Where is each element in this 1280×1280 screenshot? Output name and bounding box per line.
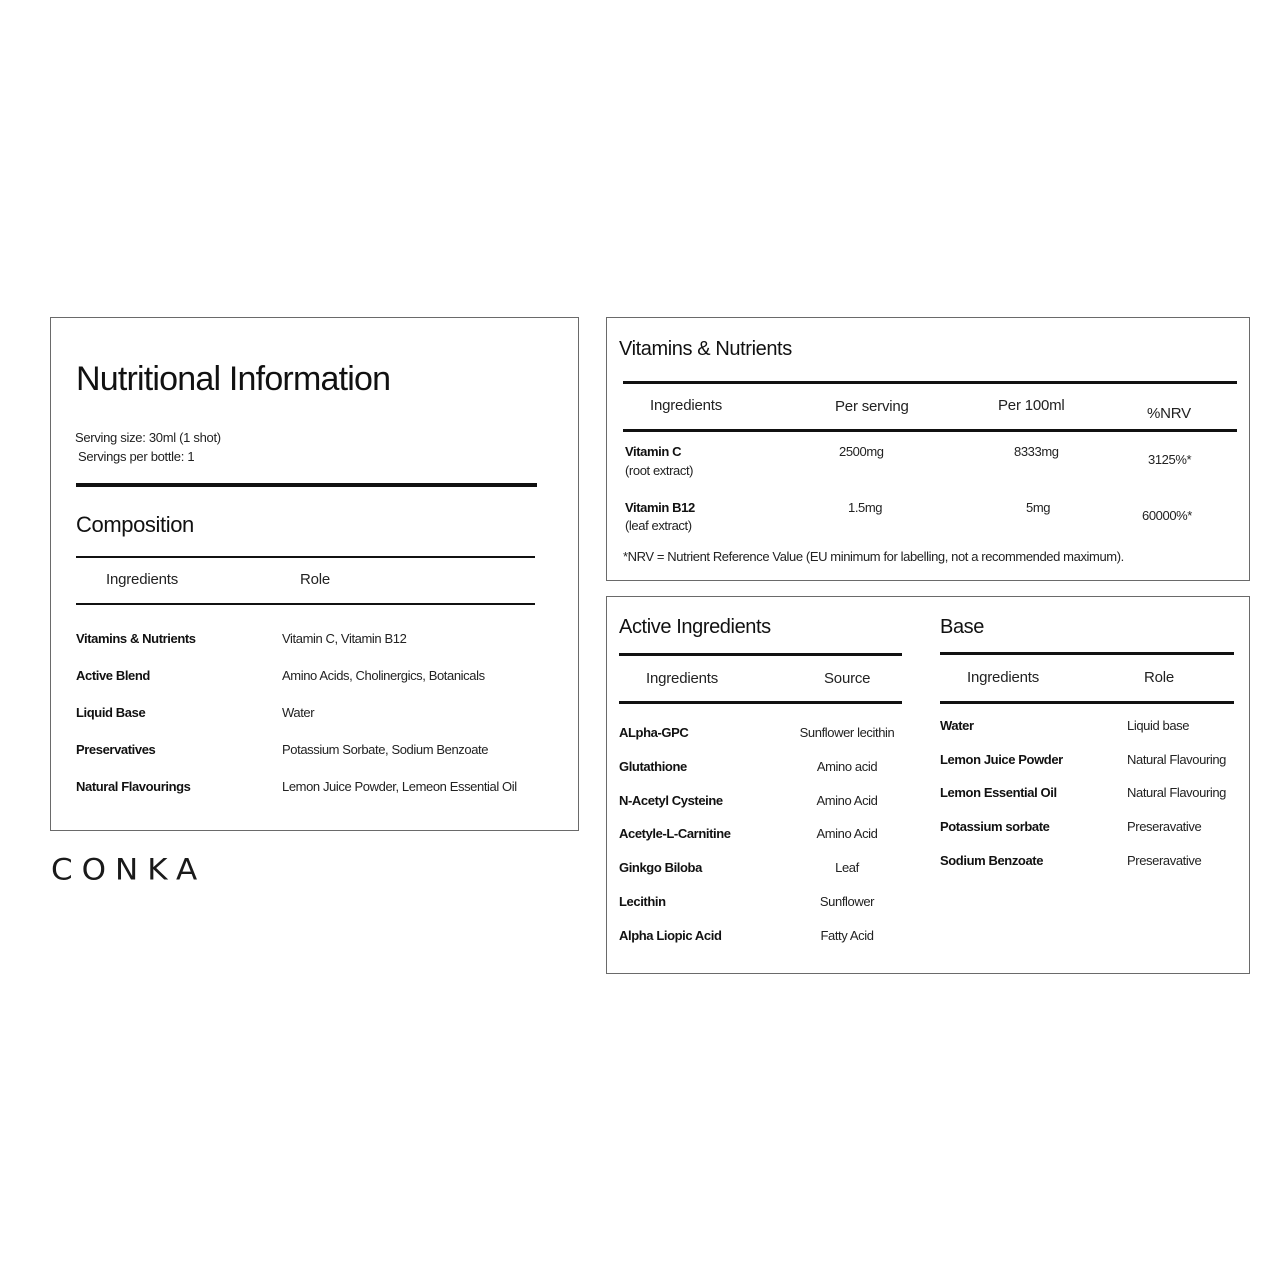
column-header-source: Source [824, 670, 871, 687]
ingredient-cell: N-Acetyl Cysteine [619, 793, 723, 808]
ingredient-cell: Lemon Juice Powder [940, 752, 1063, 767]
conka-logo: CONKA [51, 852, 207, 888]
thick-divider [76, 483, 537, 487]
divider [940, 652, 1234, 655]
divider [76, 556, 535, 558]
base-title: Base [940, 616, 984, 638]
role-cell: Potassium Sorbate, Sodium Benzoate [282, 742, 489, 757]
column-header-per-100ml: Per 100ml [998, 397, 1065, 414]
vitamins-title: Vitamins & Nutrients [619, 338, 792, 360]
active-ingredients-panel [606, 596, 1250, 974]
ingredient-cell: Lecithin [619, 894, 666, 909]
ingredient-cell: Active Blend [76, 668, 150, 683]
divider [619, 653, 902, 656]
source-cell: Sunflower [819, 894, 875, 909]
ingredient-cell: Ginkgo Biloba [619, 860, 702, 875]
nutritional-information-panel [50, 317, 579, 831]
per-serving-cell: 2500mg [839, 444, 884, 459]
column-header-role: Role [1144, 669, 1175, 686]
role-cell: Preseravative [1127, 853, 1202, 868]
per-100ml-cell: 5mg [1026, 500, 1051, 515]
role-cell: Preseravative [1127, 819, 1202, 834]
servings-per-bottle: Servings per bottle: 1 [78, 449, 195, 464]
divider [76, 603, 535, 605]
per-serving-cell: 1.5mg [848, 500, 883, 515]
divider [623, 429, 1237, 432]
column-header-ingredients: Ingredients [106, 571, 179, 588]
divider [940, 701, 1234, 704]
ingredient-cell: Alpha Liopic Acid [619, 928, 722, 943]
vitamins-nutrients-panel [606, 317, 1250, 581]
active-ingredients-title: Active Ingredients [619, 616, 771, 638]
vitamin-note: (root extract) [625, 463, 694, 478]
vitamin-name: Vitamin B12 [625, 500, 695, 515]
composition-title: Composition [76, 512, 194, 537]
nrv-footnote: *NRV = Nutrient Reference Value (EU minimum for labelling, not a recommended maximum). [623, 549, 1124, 564]
role-cell: Vitamin C, Vitamin B12 [282, 631, 407, 646]
source-cell: Amino Acid [816, 793, 878, 808]
ingredient-cell: Glutathione [619, 759, 687, 774]
source-cell: Fatty Acid [820, 928, 874, 943]
role-cell: Amino Acids, Cholinergics, Botanicals [282, 668, 485, 683]
ingredient-cell: Water [940, 718, 974, 733]
column-header-per-serving: Per serving [835, 398, 909, 415]
ingredient-cell: Vitamins & Nutrients [76, 631, 196, 646]
role-cell: Liquid base [1127, 718, 1190, 733]
ingredient-cell: ALpha-GPC [619, 725, 689, 740]
column-header-nrv: %NRV [1147, 405, 1191, 422]
column-header-ingredients: Ingredients [650, 397, 723, 414]
page-title: Nutritional Information [76, 360, 391, 398]
ingredient-cell: Natural Flavourings [76, 779, 191, 794]
nrv-cell: 60000%* [1142, 508, 1192, 523]
serving-size: Serving size: 30ml (1 shot) [75, 430, 221, 445]
column-header-ingredients: Ingredients [967, 669, 1040, 686]
ingredient-cell: Lemon Essential Oil [940, 785, 1057, 800]
source-cell: Sunflower lecithin [799, 725, 895, 740]
ingredient-cell: Sodium Benzoate [940, 853, 1044, 868]
source-cell: Amino Acid [816, 826, 878, 841]
role-cell: Natural Flavouring [1127, 752, 1227, 767]
role-cell: Lemon Juice Powder, Lemeon Essential Oil [282, 779, 517, 794]
divider [623, 381, 1237, 384]
ingredient-cell: Preservatives [76, 742, 156, 757]
source-cell: Leaf [835, 860, 859, 875]
column-header-ingredients: Ingredients [646, 670, 719, 687]
ingredient-cell: Liquid Base [76, 705, 146, 720]
vitamin-name: Vitamin C [625, 444, 682, 459]
per-100ml-cell: 8333mg [1014, 444, 1059, 459]
ingredient-cell: Acetyle-L-Carnitine [619, 826, 731, 841]
role-cell: Water [282, 705, 315, 720]
vitamin-note: (leaf extract) [625, 518, 692, 533]
nrv-cell: 3125%* [1148, 452, 1192, 467]
source-cell: Amino acid [816, 759, 878, 774]
ingredient-cell: Potassium sorbate [940, 819, 1050, 834]
column-header-role: Role [300, 571, 331, 588]
role-cell: Natural Flavouring [1127, 785, 1227, 800]
divider [619, 701, 902, 704]
